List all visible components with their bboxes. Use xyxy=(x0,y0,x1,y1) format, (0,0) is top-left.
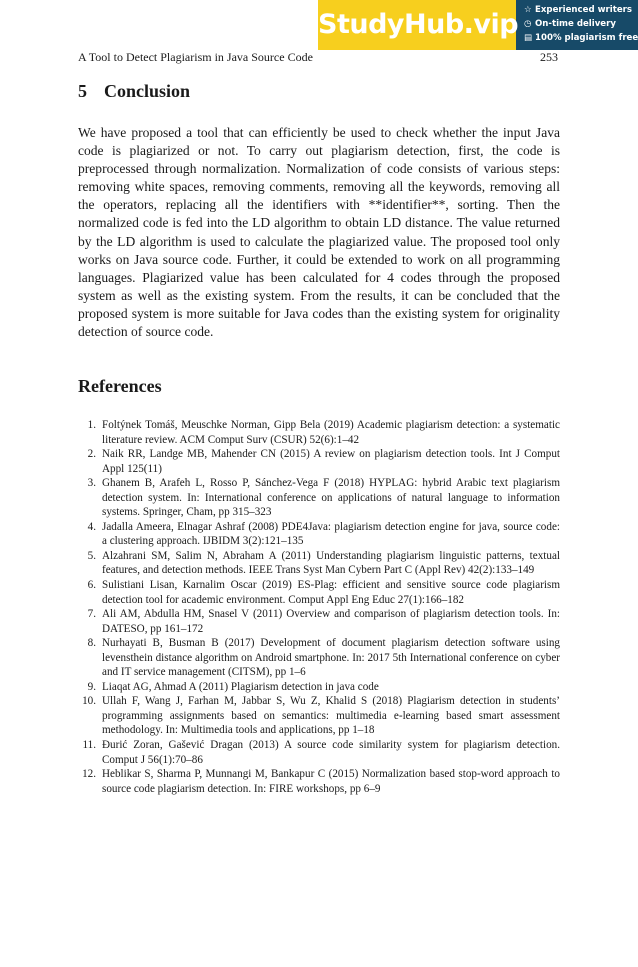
reference-item xyxy=(78,767,560,796)
reference-item xyxy=(78,476,560,520)
reference-number: 12. xyxy=(82,768,96,781)
reference-item xyxy=(78,549,560,578)
reference-number: 10. xyxy=(82,695,96,708)
reference-number: 5. xyxy=(87,549,96,562)
references-heading: References xyxy=(78,376,162,396)
reference-number: 11. xyxy=(82,739,96,752)
reference-text: Ali AM, Abdulla HM, Snasel V (2011) Overview and comparison of plagiarism detection tools. In: DATESO, pp 161–172 xyxy=(102,608,560,635)
conclusion-paragraph: We have proposed a tool that can efficiently be used to check whether the input Java code is plagiarized or not. To carry out plagiarism detection, first, the code is preprocessed through normalization. Normalization of code consists of various steps: removing white spaces, removing comments, removing all the keywords, removing all the operators, replacing all the identifiers with **identifier**, sorting. Then the normalized code is fed into the LD algorithm to obtain LD distance. The value returned by the LD algorithm is used to calculate the plagiarized value. The proposed tool only works on Java source code. Further, it could be extended to work on all programming languages. Plagiarized value has been calculated for 4 codes through the proposed system as well as the existing system. From the results, it can be concluded that the proposed system is more suitable for Java codes than the existing system for originality detection of source code. xyxy=(78,125,560,340)
star-icon: ☆ xyxy=(524,5,532,15)
reference-number: 4. xyxy=(87,520,96,533)
reference-item xyxy=(78,578,560,607)
reference-number: 6. xyxy=(87,579,96,592)
reference-number: 8. xyxy=(87,637,96,650)
reference-number: 9. xyxy=(87,680,96,693)
reference-text: Ghanem B, Arafeh L, Rosso P, Sánchez-Vega F (2018) HYPLAG: hybrid Arabic text plagiarism detection system. In: International conference on applications of natural language to information systems. Springer, Cham, pp 315–323 xyxy=(102,477,560,519)
reference-text: Liaqat AG, Ahmad A (2011) Plagiarism detection in java code xyxy=(102,680,379,693)
banner-feature-label: 100% plagiarism free xyxy=(535,33,638,43)
banner-feature-label: On-time delivery xyxy=(535,19,616,29)
reference-text: Sulistiani Lisan, Karnalim Oscar (2019) ES-Plag: efficient and sensitive source code plagiarism detection tool for academic environment. Comput Appl Eng Educ 27(1):166–182 xyxy=(102,579,560,606)
reference-item xyxy=(78,607,560,636)
reference-text: Jadalla Ameera, Elnagar Ashraf (2008) PDE4Java: plagiarism detection engine for java, source code: a clustering approach. IJBIDM 3(2):121–135 xyxy=(102,520,560,548)
studyhub-logo[interactable]: StudyHub.vip xyxy=(318,0,516,50)
banner-feature-list xyxy=(524,3,638,45)
reference-list xyxy=(78,418,560,796)
banner-feature-label: Experienced writers xyxy=(535,5,633,15)
reference-text: Đurić Zoran, Gašević Dragan (2013) A source code similarity system for plagiarism detection. Comput J 56(1):70–86 xyxy=(102,739,560,766)
reference-text: Alzahrani SM, Salim N, Abraham A (2011) Understanding plagiarism linguistic patterns, textual features, and detection methods. IEEE Trans Syst Man Cybern Part C (Appl Rev) 42(2):133–149 xyxy=(102,549,560,577)
reference-item xyxy=(78,520,560,549)
reference-text: Ullah F, Wang J, Farhan M, Jabbar S, Wu Z, Khalid S (2018) Plagiarism detection in students’ programming assignments based on semantics: multimedia e-learning based smart assessment methodology. In: Multimedia tools and applications, pp 1–18 xyxy=(102,695,560,737)
banner-feature xyxy=(524,3,638,17)
section-number: 5 xyxy=(78,81,87,101)
document-check-icon: ▤ xyxy=(524,33,533,43)
reference-item xyxy=(78,447,560,476)
reference-item xyxy=(78,694,560,738)
reference-text: Nurhayati B, Busman B (2017) Development of document plagiarism detection software using levensthein distance algorithm on Android smartphone. In: 2017 5th International conference on cyber and IT service management (CITSM), pp 1–6 xyxy=(102,637,560,679)
reference-text: Foltýnek Tomáš, Meuschke Norman, Gipp Bela (2019) Academic plagiarism detection: a systematic literature review. ACM Comput Surv (CSUR) 52(6):1–42 xyxy=(102,419,560,446)
reference-item xyxy=(78,738,560,767)
section-title: Conclusion xyxy=(104,81,191,101)
reference-text: Heblikar S, Sharma P, Munnangi M, Bankapur C (2015) Normalization based stop-word approach to source code plagiarism detection. In: FIRE workshops, pp 6–9 xyxy=(102,768,560,795)
running-head xyxy=(78,50,558,64)
banner-feature xyxy=(524,17,638,31)
reference-text: Naik RR, Landge MB, Mahender CN (2015) A review on plagiarism detection tools. Int J Comput Appl 125(11) xyxy=(102,448,560,475)
reference-item xyxy=(78,418,560,447)
reference-item xyxy=(78,636,560,680)
reference-number: 1. xyxy=(87,419,96,431)
reference-item xyxy=(78,680,560,695)
reference-number: 3. xyxy=(87,477,96,490)
page-number: 253 xyxy=(540,50,558,64)
reference-number: 2. xyxy=(87,448,96,461)
running-title: A Tool to Detect Plagiarism in Java Source Code xyxy=(78,50,313,64)
section-heading-conclusion xyxy=(78,80,190,102)
reference-number: 7. xyxy=(87,608,96,621)
banner-feature xyxy=(524,31,638,45)
clock-icon: ◷ xyxy=(524,19,532,29)
ad-banner[interactable] xyxy=(318,0,638,50)
